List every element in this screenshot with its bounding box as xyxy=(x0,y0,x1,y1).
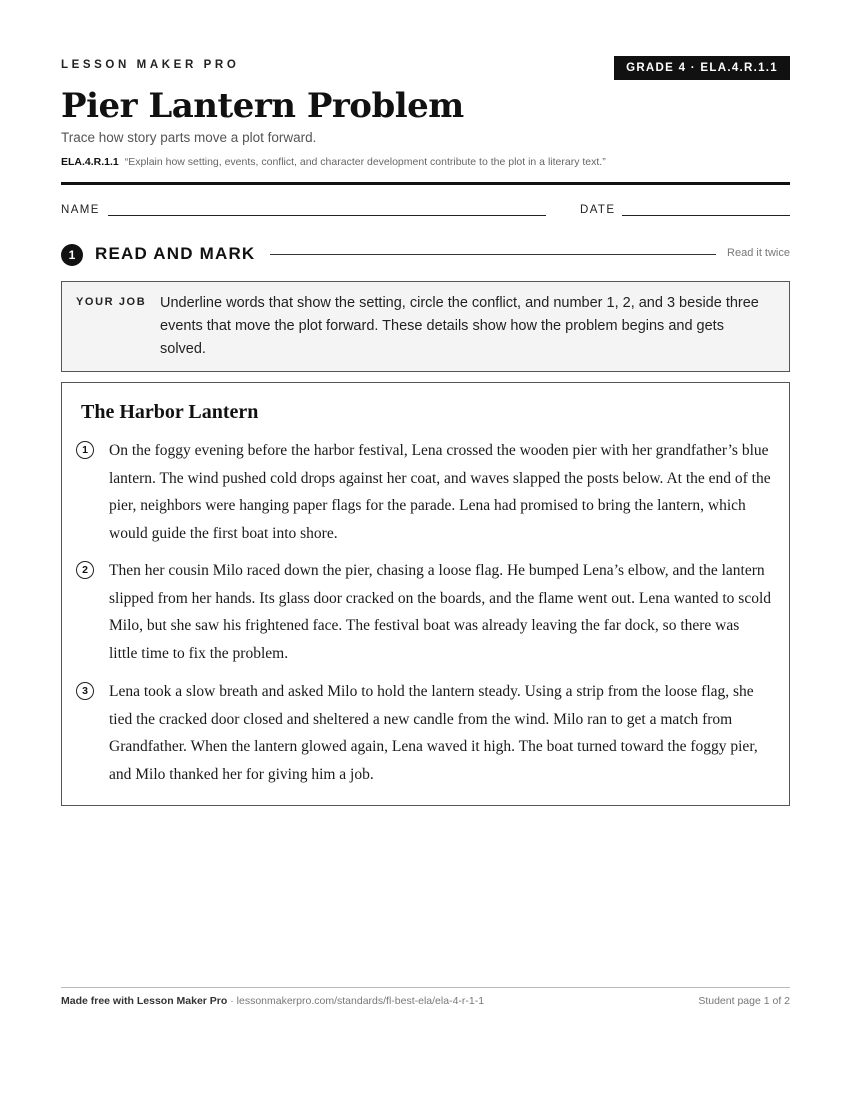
footer-divider xyxy=(61,987,790,988)
job-label: YOUR JOB xyxy=(76,296,147,308)
section-number-badge: 1 xyxy=(61,244,83,266)
paragraph-number: 2 xyxy=(76,561,94,579)
footer-made-with: Made free with Lesson Maker Pro xyxy=(61,995,228,1007)
paragraph-number: 1 xyxy=(76,441,94,459)
date-label: DATE xyxy=(580,204,616,216)
header-divider xyxy=(61,182,790,185)
page-title: Pier Lantern Problem xyxy=(61,86,464,126)
paragraph-text: Then her cousin Milo raced down the pier, chasing a loose flag. He bumped Lena’s elbow, and the lantern slipped from her hands. Its glass door cracked on the boards, and the flame went out. Lena wanted to scold Milo, but she saw his frightened face. The festival boat was already leaving the far dock, so there was little time to fix the problem. xyxy=(109,562,772,662)
page-number: Student page 1 of 2 xyxy=(698,995,790,1007)
date-field[interactable] xyxy=(622,215,790,216)
name-label: NAME xyxy=(61,204,100,216)
section-title: READ AND MARK xyxy=(95,244,256,263)
grade-badge: GRADE 4 · ELA.4.R.1.1 xyxy=(614,56,790,80)
paragraph-number: 3 xyxy=(76,682,94,700)
paragraph-text: On the foggy evening before the harbor festival, Lena crossed the wooden pier with her grandfather’s blue lantern. The wind pushed cold drops against her coat, and waves slapped the posts below. At the end of the pier, neighbors were hanging paper flags for the parade. Lena had promised to bring the lantern, which would guide the first boat into shore. xyxy=(109,442,771,542)
name-date-row xyxy=(61,204,790,220)
header xyxy=(61,56,790,80)
standard-text: “Explain how setting, events, conflict, and character development contribute to the plot in a literary text.” xyxy=(124,156,606,168)
job-text: Underline words that show the setting, circle the conflict, and number 1, 2, and 3 beside three events that move the plot forward. These details show how the problem begins and gets solved. xyxy=(160,295,759,357)
footer-url[interactable]: · lessonmakerpro.com/standards/fl-best-ela/ela-4-r-1-1 xyxy=(227,995,485,1007)
section-divider xyxy=(270,254,716,255)
section-note: Read it twice xyxy=(727,247,790,259)
job-instructions-box xyxy=(61,281,790,372)
story-box xyxy=(61,382,790,806)
page-subtitle: Trace how story parts move a plot forward. xyxy=(61,130,317,145)
brand-logo: LESSON MAKER PRO xyxy=(61,59,240,71)
standard-line xyxy=(61,156,606,168)
paragraph-text: Lena took a slow breath and asked Milo to hold the lantern steady. Using a strip from the loose flag, she tied the cracked door closed and sheltered a new candle from the wind. Milo ran to get a match from Grandfather. When the lantern glowed again, Lena waved it high. The boat turned toward the foggy pier, and Milo thanked her for giving him a job. xyxy=(109,683,758,783)
worksheet-page xyxy=(61,0,790,1100)
story-title: The Harbor Lantern xyxy=(81,401,259,423)
name-field[interactable] xyxy=(108,215,546,216)
standard-code: ELA.4.R.1.1 xyxy=(61,156,119,168)
section-header xyxy=(61,242,790,268)
footer-credit xyxy=(61,995,484,1007)
